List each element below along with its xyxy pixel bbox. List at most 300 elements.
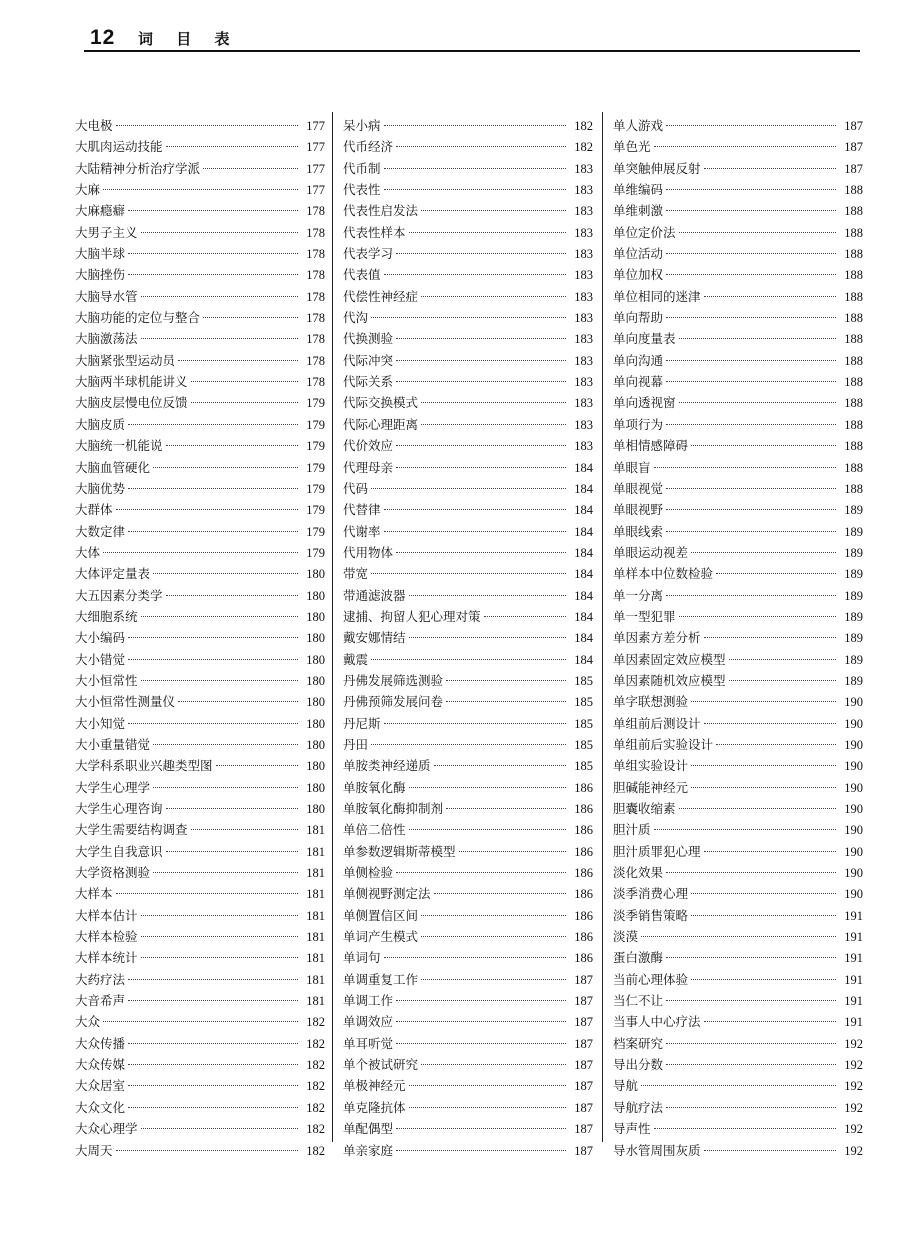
index-entry xyxy=(75,286,325,307)
dot-leader xyxy=(679,232,836,233)
index-entry xyxy=(75,222,325,243)
entry-term: 单亲家庭 xyxy=(343,1142,394,1158)
page-header xyxy=(84,26,844,52)
index-entry xyxy=(75,627,325,648)
dot-leader xyxy=(409,829,566,830)
entry-term: 单向透视窗 xyxy=(613,395,676,411)
dot-leader xyxy=(654,146,836,147)
entry-term: 单向度量表 xyxy=(613,331,676,347)
entry-term: 大众居室 xyxy=(75,1078,126,1094)
entry-term: 单倍二倍性 xyxy=(343,822,406,838)
entry-page-number: 191 xyxy=(844,951,863,966)
entry-page-number: 187 xyxy=(574,1122,593,1137)
entry-term: 当前心理体验 xyxy=(613,971,689,987)
entry-page-number: 186 xyxy=(574,908,593,923)
entry-page-number: 190 xyxy=(844,695,863,710)
entry-page-number: 181 xyxy=(306,866,325,881)
entry-page-number: 183 xyxy=(574,161,593,176)
dot-leader xyxy=(153,872,298,873)
entry-term: 代际冲突 xyxy=(343,352,394,368)
index-entry xyxy=(343,115,593,136)
index-entry xyxy=(613,1075,863,1096)
index-entry xyxy=(343,905,593,926)
index-entry xyxy=(613,841,863,862)
entry-page-number: 189 xyxy=(844,652,863,667)
dot-leader xyxy=(691,701,836,702)
entry-term: 导航 xyxy=(613,1078,639,1094)
dot-leader xyxy=(446,680,566,681)
entry-term: 代理母亲 xyxy=(343,459,394,475)
entry-term: 单因素随机效应模型 xyxy=(613,672,726,688)
entry-term: 代际交换模式 xyxy=(343,395,419,411)
entry-page-number: 184 xyxy=(574,545,593,560)
entry-term: 单人游戏 xyxy=(613,118,664,133)
dot-leader xyxy=(128,1043,298,1044)
entry-page-number: 188 xyxy=(844,417,863,432)
index-entry xyxy=(75,905,325,926)
entry-page-number: 180 xyxy=(306,609,325,624)
dot-leader xyxy=(666,509,836,510)
dot-leader xyxy=(691,893,836,894)
dot-leader xyxy=(141,616,298,617)
entry-term: 当仁不让 xyxy=(613,993,664,1009)
dot-leader xyxy=(141,936,298,937)
entry-page-number: 178 xyxy=(306,247,325,262)
index-entry xyxy=(343,499,593,520)
dot-leader xyxy=(384,125,566,126)
dot-leader xyxy=(141,680,298,681)
entry-term: 大男子主义 xyxy=(75,224,138,240)
index-entry xyxy=(75,670,325,691)
entry-page-number: 186 xyxy=(574,930,593,945)
entry-term: 单位加权 xyxy=(613,267,664,283)
index-entry xyxy=(75,136,325,157)
dot-leader xyxy=(641,1085,836,1086)
entry-page-number: 188 xyxy=(844,204,863,219)
entry-term: 单维刺激 xyxy=(613,203,664,219)
index-entry xyxy=(613,734,863,755)
dot-leader xyxy=(396,1150,566,1151)
entry-page-number: 183 xyxy=(574,247,593,262)
entry-page-number: 181 xyxy=(306,844,325,859)
index-entry xyxy=(343,222,593,243)
dot-leader xyxy=(666,424,836,425)
entry-term: 大学生心理学 xyxy=(75,779,151,795)
index-entry xyxy=(343,435,593,456)
index-entry xyxy=(613,371,863,392)
dot-leader xyxy=(153,573,298,574)
entry-term: 档案研究 xyxy=(613,1035,664,1051)
index-entry xyxy=(343,264,593,285)
entry-page-number: 185 xyxy=(574,759,593,774)
index-entry xyxy=(613,521,863,542)
entry-page-number: 178 xyxy=(306,332,325,347)
entry-page-number: 183 xyxy=(574,332,593,347)
index-entry xyxy=(613,1054,863,1075)
index-entry xyxy=(613,777,863,798)
entry-term: 单词产生模式 xyxy=(343,929,419,945)
dot-leader xyxy=(679,616,836,617)
dot-leader xyxy=(396,872,566,873)
entry-page-number: 181 xyxy=(306,972,325,987)
entry-page-number: 180 xyxy=(306,588,325,603)
running-title: 词 目 表 xyxy=(138,30,239,48)
dot-leader xyxy=(371,573,566,574)
entry-page-number: 189 xyxy=(844,588,863,603)
dot-leader xyxy=(128,531,298,532)
index-entry xyxy=(343,542,593,563)
entry-page-number: 187 xyxy=(574,1100,593,1115)
entry-term: 大小错觉 xyxy=(75,651,126,667)
index-entry xyxy=(343,777,593,798)
index-entry xyxy=(343,371,593,392)
page-number: 12 xyxy=(90,26,116,49)
entry-term: 大样本估计 xyxy=(75,907,138,923)
dot-leader xyxy=(128,1064,298,1065)
dot-leader xyxy=(116,125,298,126)
entry-term: 带宽 xyxy=(343,566,369,582)
entry-term: 单侧检验 xyxy=(343,865,394,881)
entry-page-number: 188 xyxy=(844,439,863,454)
entry-term: 单胺氧化酶 xyxy=(343,779,406,795)
index-entry xyxy=(343,670,593,691)
index-entry xyxy=(343,478,593,499)
entry-page-number: 188 xyxy=(844,268,863,283)
entry-term: 导航疗法 xyxy=(613,1099,664,1115)
entry-page-number: 191 xyxy=(844,1015,863,1030)
entry-term: 单因素固定效应模型 xyxy=(613,651,726,667)
entry-term: 单维编码 xyxy=(613,182,664,198)
entry-term: 单一型犯罪 xyxy=(613,608,676,624)
entry-page-number: 190 xyxy=(844,780,863,795)
index-entry xyxy=(613,1033,863,1054)
index-entry xyxy=(75,1033,325,1054)
index-entry xyxy=(613,115,863,136)
index-entry xyxy=(613,713,863,734)
entry-term: 单侧视野测定法 xyxy=(343,886,431,902)
entry-term: 大脑挫伤 xyxy=(75,267,126,283)
index-entry xyxy=(613,457,863,478)
index-entry xyxy=(613,179,863,200)
index-entry xyxy=(343,563,593,584)
entry-term: 单眼线索 xyxy=(613,523,664,539)
entry-term: 丹佛发展筛选测验 xyxy=(343,672,444,688)
dot-leader xyxy=(128,424,298,425)
entry-term: 大体 xyxy=(75,544,101,560)
dot-leader xyxy=(421,296,566,297)
entry-page-number: 189 xyxy=(844,524,863,539)
index-entry xyxy=(343,457,593,478)
entry-page-number: 183 xyxy=(574,353,593,368)
entry-page-number: 184 xyxy=(574,588,593,603)
entry-term: 大众文化 xyxy=(75,1099,126,1115)
entry-term: 单调效应 xyxy=(343,1014,394,1030)
dot-leader xyxy=(141,915,298,916)
dot-leader xyxy=(434,765,566,766)
dot-leader xyxy=(421,210,566,211)
index-entry xyxy=(343,606,593,627)
index-entry xyxy=(613,136,863,157)
entry-page-number: 186 xyxy=(574,951,593,966)
entry-page-number: 178 xyxy=(306,289,325,304)
dot-leader xyxy=(666,1043,836,1044)
entry-term: 大肌肉运动技能 xyxy=(75,139,163,155)
entry-page-number: 192 xyxy=(844,1122,863,1137)
column-divider xyxy=(332,112,333,1142)
dot-leader xyxy=(666,1107,836,1108)
entry-term: 胆汁质罪犯心理 xyxy=(613,843,701,859)
dot-leader xyxy=(666,210,836,211)
dot-leader xyxy=(141,338,298,339)
index-entry xyxy=(75,158,325,179)
dot-leader xyxy=(128,1107,298,1108)
dot-leader xyxy=(704,296,836,297)
dot-leader xyxy=(166,851,298,852)
entry-page-number: 177 xyxy=(306,140,325,155)
dot-leader xyxy=(666,872,836,873)
entry-page-number: 179 xyxy=(306,524,325,539)
dot-leader xyxy=(421,424,566,425)
index-entry xyxy=(613,328,863,349)
index-entry xyxy=(613,222,863,243)
index-entry xyxy=(75,371,325,392)
entry-page-number: 186 xyxy=(574,802,593,816)
entry-term: 丹田 xyxy=(343,736,369,752)
entry-page-number: 183 xyxy=(574,225,593,240)
index-entry xyxy=(613,563,863,584)
entry-term: 单眼盲 xyxy=(613,459,651,475)
entry-term: 大脑紧张型运动员 xyxy=(75,352,176,368)
index-entry xyxy=(75,307,325,328)
entry-page-number: 178 xyxy=(306,268,325,283)
entry-term: 代表学习 xyxy=(343,246,394,262)
entry-page-number: 187 xyxy=(574,1079,593,1094)
dot-leader xyxy=(459,851,566,852)
entry-page-number: 177 xyxy=(306,183,325,198)
entry-page-number: 179 xyxy=(306,545,325,560)
entry-term: 单位定价法 xyxy=(613,224,676,240)
entry-page-number: 187 xyxy=(844,119,863,133)
dot-leader xyxy=(704,637,836,638)
index-entry xyxy=(75,328,325,349)
entry-page-number: 188 xyxy=(844,481,863,496)
index-entry xyxy=(343,713,593,734)
entry-page-number: 191 xyxy=(844,930,863,945)
index-entry xyxy=(75,179,325,200)
index-entry xyxy=(613,158,863,179)
index-entry xyxy=(613,414,863,435)
entry-term: 大脑半球 xyxy=(75,246,126,262)
entry-term: 大样本检验 xyxy=(75,929,138,945)
index-entry xyxy=(75,841,325,862)
dot-leader xyxy=(396,1021,566,1022)
dot-leader xyxy=(679,338,836,339)
entry-page-number: 182 xyxy=(306,1015,325,1030)
dot-leader xyxy=(654,829,836,830)
entry-term: 大样本 xyxy=(75,886,113,902)
index-entry xyxy=(613,883,863,904)
entry-term: 大样本统计 xyxy=(75,950,138,966)
entry-term: 大脑激荡法 xyxy=(75,331,138,347)
dot-leader xyxy=(384,274,566,275)
entry-page-number: 180 xyxy=(306,652,325,667)
index-entry xyxy=(75,862,325,883)
entry-term: 单样本中位数检验 xyxy=(613,566,714,582)
entry-page-number: 183 xyxy=(574,311,593,326)
entry-page-number: 188 xyxy=(844,311,863,326)
index-entry xyxy=(343,990,593,1011)
dot-leader xyxy=(396,1043,566,1044)
index-entry xyxy=(343,158,593,179)
index-entry xyxy=(343,1140,593,1161)
index-entry xyxy=(75,1054,325,1075)
entry-term: 单调工作 xyxy=(343,993,394,1009)
entry-page-number: 192 xyxy=(844,1079,863,1094)
index-entry xyxy=(343,414,593,435)
dot-leader xyxy=(396,338,566,339)
entry-page-number: 184 xyxy=(574,503,593,518)
index-entry xyxy=(343,350,593,371)
entry-term: 代偿性神经症 xyxy=(343,288,419,304)
dot-leader xyxy=(409,1107,566,1108)
entry-page-number: 178 xyxy=(306,204,325,219)
dot-leader xyxy=(729,659,836,660)
dot-leader xyxy=(716,744,836,745)
index-entry xyxy=(613,200,863,221)
entry-term: 单参数逻辑斯蒂模型 xyxy=(343,843,456,859)
dot-leader xyxy=(666,125,836,126)
index-entry xyxy=(75,1097,325,1118)
entry-term: 胆汁质 xyxy=(613,822,651,838)
dot-leader xyxy=(384,531,566,532)
entry-page-number: 183 xyxy=(574,439,593,454)
entry-term: 代表值 xyxy=(343,267,381,283)
entry-term: 大体评定量表 xyxy=(75,566,151,582)
dot-leader xyxy=(371,659,566,660)
index-entry xyxy=(75,563,325,584)
index-entry xyxy=(343,755,593,776)
entry-term: 代沟 xyxy=(343,310,369,326)
index-entry xyxy=(343,649,593,670)
entry-page-number: 180 xyxy=(306,802,325,816)
entry-term: 大众传媒 xyxy=(75,1057,126,1073)
index-entry xyxy=(343,1097,593,1118)
entry-page-number: 192 xyxy=(844,1100,863,1115)
entry-page-number: 184 xyxy=(574,652,593,667)
dot-leader xyxy=(153,787,298,788)
index-entry xyxy=(75,798,325,819)
dot-leader xyxy=(704,723,836,724)
entry-page-number: 178 xyxy=(306,375,325,390)
dot-leader xyxy=(203,317,298,318)
entry-term: 大学生心理咨询 xyxy=(75,801,163,816)
entry-term: 大五因素分类学 xyxy=(75,587,163,603)
entry-term: 单色光 xyxy=(613,139,651,155)
index-entry xyxy=(613,649,863,670)
entry-term: 丹佛预筛发展问卷 xyxy=(343,694,444,710)
entry-term: 单眼运动视差 xyxy=(613,544,689,560)
index-entry xyxy=(613,691,863,712)
index-entry xyxy=(613,947,863,968)
index-entry xyxy=(613,1140,863,1161)
entry-page-number: 191 xyxy=(844,972,863,987)
entry-page-number: 180 xyxy=(306,737,325,752)
entry-term: 大脑统一机能说 xyxy=(75,438,163,454)
dot-leader xyxy=(396,381,566,382)
dot-leader xyxy=(704,851,836,852)
entry-term: 大麻瘾癖 xyxy=(75,203,126,219)
dot-leader xyxy=(191,381,298,382)
index-entry xyxy=(75,713,325,734)
entry-page-number: 190 xyxy=(844,823,863,838)
dot-leader xyxy=(666,957,836,958)
entry-page-number: 189 xyxy=(844,567,863,582)
entry-term: 单个被试研究 xyxy=(343,1057,419,1073)
index-entry xyxy=(75,819,325,840)
index-entry xyxy=(613,670,863,691)
entry-page-number: 190 xyxy=(844,866,863,881)
entry-page-number: 192 xyxy=(844,1036,863,1051)
dot-leader xyxy=(421,915,566,916)
dot-leader xyxy=(216,765,298,766)
entry-page-number: 182 xyxy=(306,1143,325,1158)
index-entry xyxy=(343,585,593,606)
index-entry xyxy=(75,414,325,435)
index-entry xyxy=(75,1118,325,1139)
entry-term: 大脑血管硬化 xyxy=(75,459,151,475)
entry-term: 大学生需要结构调查 xyxy=(75,822,188,838)
entry-page-number: 185 xyxy=(574,737,593,752)
dot-leader xyxy=(128,210,298,211)
entry-page-number: 181 xyxy=(306,930,325,945)
entry-page-number: 181 xyxy=(306,994,325,1009)
dot-leader xyxy=(371,744,566,745)
index-entry xyxy=(613,350,863,371)
index-entry xyxy=(613,243,863,264)
dot-leader xyxy=(434,893,566,894)
entry-page-number: 187 xyxy=(574,1058,593,1073)
dot-leader xyxy=(396,146,566,147)
entry-term: 导声性 xyxy=(613,1121,651,1137)
index-entry xyxy=(75,1075,325,1096)
index-entry xyxy=(75,457,325,478)
entry-term: 大脑皮质 xyxy=(75,416,126,432)
index-entry xyxy=(75,499,325,520)
dot-leader xyxy=(691,765,836,766)
entry-term: 大小编码 xyxy=(75,630,126,646)
dot-leader xyxy=(666,595,836,596)
index-entry xyxy=(613,819,863,840)
index-entry xyxy=(75,990,325,1011)
entry-term: 大脑优势 xyxy=(75,480,126,496)
dot-leader xyxy=(384,509,566,510)
index-entry xyxy=(343,200,593,221)
entry-term: 代价效应 xyxy=(343,438,394,454)
entry-page-number: 188 xyxy=(844,225,863,240)
entry-page-number: 183 xyxy=(574,417,593,432)
dot-leader xyxy=(409,637,566,638)
dot-leader xyxy=(409,787,566,788)
entry-term: 大脑导水管 xyxy=(75,288,138,304)
entry-term: 大细胞系统 xyxy=(75,608,138,624)
entry-page-number: 188 xyxy=(844,289,863,304)
entry-term: 单胺氧化酶抑制剂 xyxy=(343,801,444,816)
entry-page-number: 187 xyxy=(574,994,593,1009)
dot-leader xyxy=(128,1000,298,1001)
index-entry xyxy=(75,200,325,221)
dot-leader xyxy=(384,189,566,190)
entry-term: 单胺类神经递质 xyxy=(343,758,431,774)
